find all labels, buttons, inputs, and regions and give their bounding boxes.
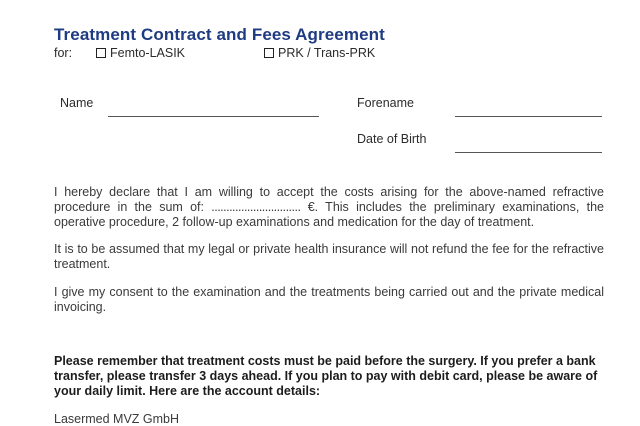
option-prk[interactable] — [264, 46, 375, 60]
company-name: Lasermed MVZ GmbH — [54, 412, 180, 426]
sum-blank[interactable]: .............................. — [211, 200, 301, 214]
prk-checkbox[interactable] — [264, 48, 274, 58]
prk-label: PRK / Trans-PRK — [278, 46, 376, 60]
declaration-line-1: I hereby declare that I am willing to accept the costs arising for the above-named refractive — [54, 185, 604, 199]
payment-notice: Please remember that treatment costs must be paid before the surgery. If you prefer a bank transfer, please transfer 3 days ahead. If you plan to pay with debit card, please be aware of your daily limit. Here are the account details: — [54, 354, 598, 398]
option-femto-lasik[interactable] — [96, 46, 185, 60]
declaration-line-2 — [54, 200, 604, 215]
femto-lasik-label: Femto-LASIK — [110, 46, 186, 60]
declaration-sum-prefix: procedure in the sum of: — [54, 200, 204, 214]
forename-label: Forename — [357, 96, 414, 110]
procedure-selection — [54, 46, 376, 60]
document-title: Treatment Contract and Fees Agreement — [54, 25, 385, 44]
for-label: for: — [54, 46, 73, 60]
forename-field[interactable] — [455, 116, 602, 117]
dob-label: Date of Birth — [357, 132, 427, 146]
consent-paragraph: I give my consent to the examination and the treatments being carried out and the private medical invoicing. — [54, 285, 604, 314]
declaration-sum-suffix: €. This includes the preliminary examinations, the — [307, 200, 604, 214]
declaration-paragraph — [54, 185, 604, 230]
insurance-paragraph: It is to be assumed that my legal or private health insurance will not refund the fee for the refractive treatment. — [54, 242, 604, 271]
dob-field[interactable] — [455, 152, 602, 153]
name-label: Name — [60, 96, 94, 110]
declaration-line-3: operative procedure, 2 follow-up examinations and medication for the day of treatment. — [54, 215, 535, 229]
femto-lasik-checkbox[interactable] — [96, 48, 106, 58]
name-field[interactable] — [108, 116, 319, 117]
